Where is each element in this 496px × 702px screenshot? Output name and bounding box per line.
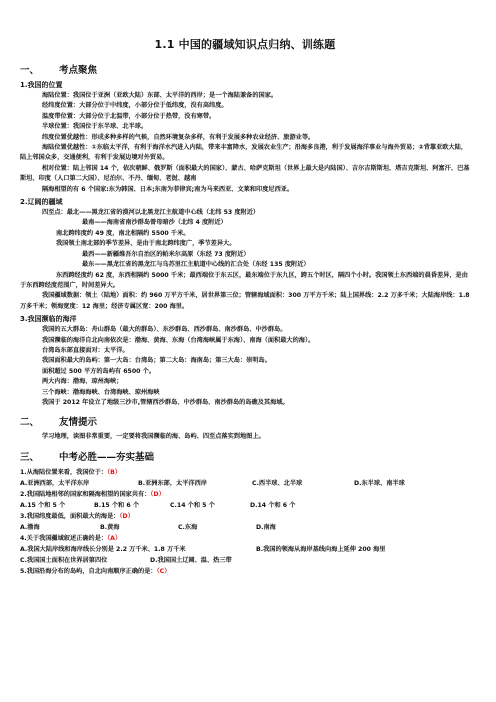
option: A.我国大陆岸线和海岸线长分别是 2.2 万千米、1.8 万千米: [20, 545, 186, 553]
answer-mark: （A）: [107, 534, 122, 542]
options-row: [20, 500, 470, 511]
paragraph: 我国于 2012 年设立了地级三沙市,管辖西沙群岛、中沙群岛、南沙群岛的岛礁及其海域。: [42, 398, 289, 406]
options-row: [20, 544, 470, 555]
option: D.我国国土辽阔、温、热三带: [150, 556, 232, 564]
paragraph: 隔海相望的有 6 个国家:东为韩国、日本;东南为菲律宾;南为马来西亚、文莱和印度尼西亚。: [42, 185, 294, 193]
section-label: 中考必胜——夯实基础: [59, 451, 155, 463]
question-2: [20, 489, 470, 511]
subsection-heading: 3.我国濒临的海洋: [20, 315, 77, 324]
paragraph: 我国濒临的海洋自北向南依次是：渤海、黄海、东海（台湾海峡属于东海）、南海（面积最大的海）。: [42, 336, 315, 344]
page-title: 1.1 中国的疆域知识点归纳、训练题: [154, 38, 336, 51]
answer-mark: （D）: [150, 490, 165, 498]
option: C.西半球、北半球: [252, 479, 303, 487]
paragraph: 海陆位置：我国位于亚洲（亚欧大陆）东部、太平洋的西岸；是一个海陆兼备的国家。: [42, 92, 278, 99]
question-1: [20, 467, 470, 489]
option: D.14 个和 6 个: [250, 501, 296, 509]
option: C.14 个和 5 个: [170, 501, 215, 509]
question-stem: [20, 533, 470, 544]
section-number: 二、: [20, 417, 40, 429]
subsection-heading: 2.辽阔的疆域: [20, 198, 63, 207]
paragraph: 南北跨纬度约 49 度，南北相隔约 5500 千米。: [56, 229, 190, 237]
question-stem: [20, 511, 470, 522]
paragraph: 相对位置：陆上邻国 14 个，依次朝鲜、俄罗斯（面积最大的国家）、蒙古、哈萨克斯坦（世界上最大是内陆国）、吉尔吉斯斯坦、塔吉克斯坦、阿富汗、巴基斯坦、印度（人口第二大国）、尼泊尔、不丹、缅甸、老挝、越南: [20, 164, 470, 183]
question-text: 3.我国纬度最低，面积最大的海是：: [20, 512, 120, 520]
question-4: [20, 533, 470, 566]
paragraph: 两大内海：渤海、琼州海峡；: [42, 378, 123, 386]
paragraph: 最南——海南省南沙群岛曾母暗沙（北纬 4 度附近）: [82, 219, 227, 227]
section-label: 友情提示: [59, 417, 98, 429]
option: B.黄海: [100, 523, 120, 531]
paragraph: 台湾岛东部直接面对：太平洋。: [42, 346, 129, 354]
option: C.东海: [178, 523, 198, 531]
paragraph: 我国面积最大的岛屿：第一大岛：台湾岛；第二大岛：海南岛；第三大岛：崇明岛。: [42, 357, 271, 365]
option: B.15 个和 6 个: [94, 501, 140, 509]
section-number: 三、: [20, 451, 40, 463]
section-label: 考点聚焦: [59, 65, 98, 76]
paragraph: 我国疆域数据：领土（陆地）面积：约 960 万平方千米，居世界第三位；管辖海域面积：300 万平方千米；陆上国界线：2.2 万多千米；大陆海岸线：1.8 万多千米；领海宽度：12 海里；经济专属区宽：200 海里。: [20, 292, 470, 310]
paragraph: 四至点：最北——黑龙江省的漠河以北黑龙江主航道中心线（北纬 53 度附近）: [42, 209, 260, 217]
option: A.亚洲西部，太平洋东岸: [20, 479, 90, 487]
paragraph: 经纬度位置：大部分位于中纬度，小部分位于低纬度，没有高纬度。: [42, 102, 228, 110]
paragraph: 纬度位置优越性：形成多种多样的气候，自然环境复杂多样，有利于发展多种农业经济、旅游业等。: [42, 133, 315, 141]
options-row: [20, 555, 470, 566]
question-text: 4.关于我国疆域叙述正确的是：: [20, 534, 108, 542]
paragraph: 半球位置：我国位于东半球、北半球。: [42, 123, 148, 131]
section-heading-1: [20, 62, 470, 76]
question-stem: [20, 467, 470, 478]
option: B.亚洲东部，太平洋西岸: [138, 479, 207, 487]
paragraph: 东西跨经度约 62 度，东西相隔约 5000 千米；最西端位于东五区，最东端位于东九区，跨五个时区，隔四个小时。我国领土东西端的晨昏差异，是由于东西跨经度范围广，时间差异大。: [20, 271, 468, 289]
paragraph: 我国的五大群岛：舟山群岛（最大的群岛）、东沙群岛、西沙群岛、南沙群岛、中沙群岛。: [42, 326, 287, 334]
options-row: [20, 522, 470, 533]
question-stem: [20, 489, 470, 500]
subsection-heading: 1.我国的位置: [20, 81, 63, 89]
section-heading-3: [20, 449, 470, 463]
tip-paragraph: 学习地理，读图非常重要，一定要将我国濒临的海、岛屿、四至点落实到地图上。: [42, 433, 265, 441]
question-text: 2.我国陆地相邻的国家和隔海相望的国家共有：: [20, 490, 151, 498]
answer-mark: （D）: [119, 512, 134, 520]
paragraph: 面积超过 500 平方的岛屿有 6500 个。: [42, 367, 156, 375]
paragraph: 最东——黑龙江省的黑龙江与乌苏里江主航道中心线的汇合处（东经 135 度附近）: [82, 261, 310, 269]
option: D.东半球、南半球: [354, 479, 405, 487]
answer-mark: （B）: [107, 468, 122, 476]
option: C.我国国土面积在世界居第四位: [20, 556, 108, 564]
paragraph: 温度带位置：大部分位于北温带，小部分位于热带，没有寒带。: [42, 112, 216, 120]
question-stem: [20, 566, 470, 577]
option: A.15 个和 5 个: [20, 501, 66, 509]
paragraph: 最西——新疆维吾尔自治区的帕米尔高原（东经 73 度附近）: [82, 250, 250, 258]
question-5: [20, 566, 470, 577]
paragraph: 海陆位置优越性：①东临太平洋，有利于海洋水汽进入内陆，带来丰富降水，发展农业生产；沿海多良港，利于发展海洋事业与海外贸易；②背靠亚欧大陆，陆上邻国众多，交通便利，有利于发展边境对外贸易。: [20, 144, 468, 162]
option: A.渤海: [20, 523, 40, 531]
paragraph: 三个海峡：渤海海峡、台湾海峡、琼州海峡: [42, 388, 160, 396]
option: D.南海: [256, 523, 276, 531]
section-number: 一、: [20, 65, 40, 76]
section-heading-2: [20, 414, 470, 428]
question-text: 1.从海陆位置来看，我国位于：: [20, 468, 108, 476]
answer-mark: （C）: [156, 567, 171, 575]
question-3: [20, 511, 470, 533]
paragraph: 我国领土南北部的季节差异，是由于南北跨纬度广，季节差异大。: [56, 240, 236, 248]
question-text: 5.我国沿海分布的岛屿，自北向南顺序正确的是：: [20, 567, 157, 575]
options-row: [20, 478, 470, 489]
option: B.我国的领海从海岸基线向海上延伸 200 海里: [256, 545, 386, 553]
